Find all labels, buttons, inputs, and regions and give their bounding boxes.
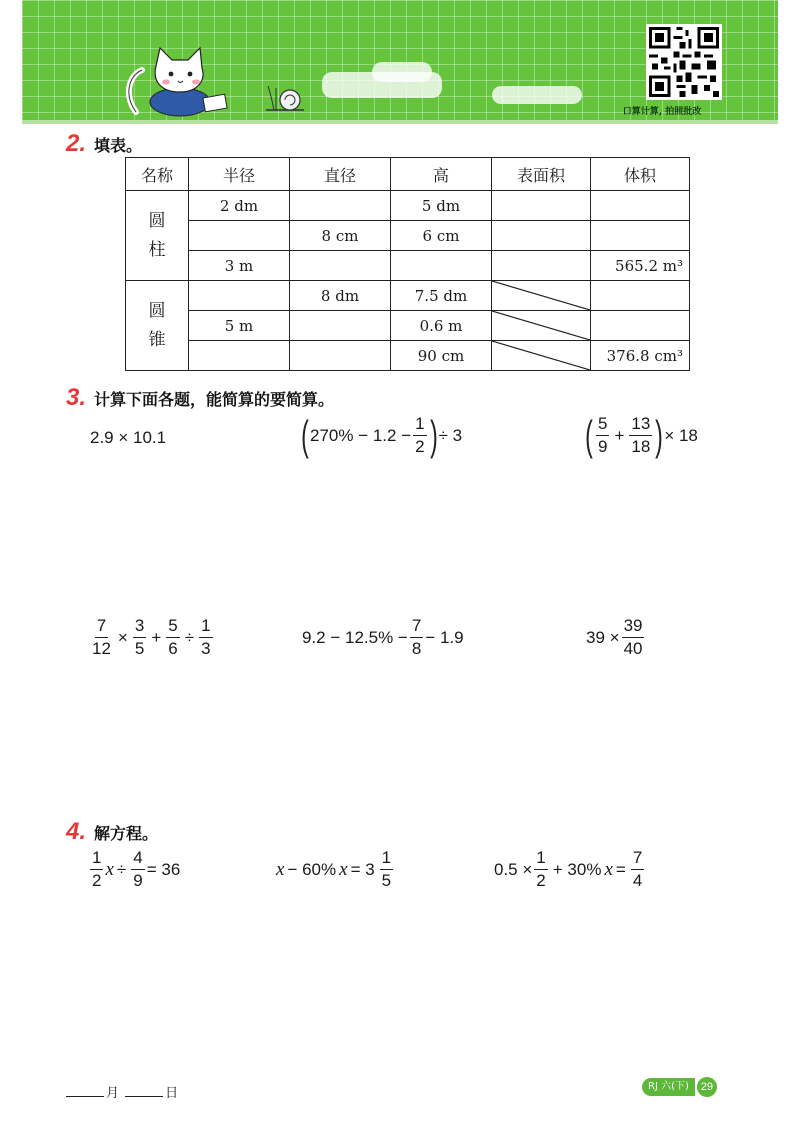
expression-text: = 36 [146, 859, 181, 879]
expression-text: − 60% [287, 859, 337, 879]
question-4-heading [66, 818, 158, 846]
numerator: 1 [199, 616, 212, 638]
fraction [133, 616, 146, 659]
table-cell[interactable]: 5 dm [391, 191, 492, 221]
equation-3 [494, 848, 646, 891]
row-label-cylinder: 圆柱 [126, 191, 189, 281]
fraction [534, 848, 547, 891]
table-cell[interactable] [591, 311, 690, 341]
column-header: 半径 [189, 158, 290, 191]
numerator: 13 [629, 414, 652, 436]
column-header: 体积 [591, 158, 690, 191]
denominator: 3 [201, 639, 211, 658]
expression-text: 270% − 1.2 − [310, 425, 412, 445]
day-blank[interactable] [125, 1096, 163, 1097]
fraction [199, 616, 212, 659]
variable-x: x [339, 858, 348, 880]
cloud-decoration [492, 86, 582, 104]
left-paren: ( [585, 411, 593, 459]
expression-text: = 3 [350, 859, 375, 879]
fraction [622, 616, 645, 659]
numerator: 7 [410, 616, 423, 638]
question-title: 计算下面各题，能简算的要简算。 [94, 390, 335, 409]
numerator: 1 [534, 848, 547, 870]
denominator: 9 [133, 871, 143, 890]
denominator: 12 [92, 639, 111, 658]
table-cell[interactable] [391, 251, 492, 281]
table-cell[interactable] [492, 251, 591, 281]
numerator: 1 [413, 414, 426, 436]
denominator: 40 [623, 639, 643, 658]
table-cell[interactable]: 3 m [189, 251, 290, 281]
fraction [166, 616, 179, 659]
table-cell[interactable]: 376.8 cm³ [591, 341, 690, 371]
fraction [596, 414, 609, 457]
table-cell[interactable] [189, 341, 290, 371]
table-cell[interactable] [492, 221, 591, 251]
expression-text: 2.9 × 10.1 [90, 428, 167, 447]
equation-2 [276, 848, 395, 891]
crossed-out-cell [492, 311, 591, 341]
variable-x: x [276, 858, 285, 880]
numerator: 39 [622, 616, 645, 638]
column-header: 高 [391, 158, 492, 191]
table-row [126, 341, 690, 371]
fraction [413, 414, 426, 457]
table-cell[interactable]: 565.2 m³ [591, 251, 690, 281]
expression-text: − 1.9 [425, 627, 464, 647]
fraction [631, 848, 644, 891]
denominator: 2 [92, 871, 102, 890]
right-paren: ) [655, 411, 664, 459]
table-row [126, 311, 690, 341]
operator: ÷ [184, 627, 195, 647]
table-cell[interactable] [189, 221, 290, 251]
question-title: 解方程。 [94, 824, 159, 843]
row-label-cone: 圆锥 [126, 281, 189, 371]
operator: + [614, 425, 625, 445]
operator: ÷ [116, 859, 127, 879]
expression-2 [300, 411, 463, 459]
numerator: 5 [596, 414, 609, 436]
month-label: 月 [106, 1086, 120, 1101]
snail-icon [264, 82, 310, 114]
table-cell[interactable] [492, 191, 591, 221]
qr-code[interactable] [646, 24, 722, 100]
table-cell[interactable]: 90 cm [391, 341, 492, 371]
table-cell[interactable] [591, 221, 690, 251]
operator: + [151, 627, 162, 647]
operator: = [615, 859, 626, 879]
expression-5 [302, 616, 464, 659]
edition-badge: RJ 六(下) [642, 1078, 695, 1096]
numerator: 1 [90, 848, 103, 870]
numerator: 4 [131, 848, 144, 870]
column-header: 直径 [290, 158, 391, 191]
question-title: 填表。 [94, 136, 143, 155]
denominator: 9 [598, 437, 608, 456]
header-banner [22, 0, 778, 124]
numerator: 5 [166, 616, 179, 638]
table-row [126, 191, 690, 221]
table-row [126, 251, 690, 281]
qr-caption: 口算计算, 拍照批改 [622, 107, 702, 117]
expression-text: 39 × [586, 627, 620, 647]
table-cell[interactable]: 8 cm [290, 221, 391, 251]
variable-x: x [105, 858, 114, 880]
left-paren: ( [301, 411, 309, 459]
table-row [126, 221, 690, 251]
table-cell[interactable]: 6 cm [391, 221, 492, 251]
denominator: 2 [415, 437, 425, 456]
cat-mascot-icon [122, 36, 232, 118]
denominator: 5 [134, 639, 145, 658]
denominator: 8 [411, 639, 422, 658]
table-header-row [126, 158, 690, 191]
expression-1 [90, 428, 166, 448]
fraction [629, 414, 652, 457]
denominator: 2 [536, 871, 546, 890]
table-cell[interactable] [591, 281, 690, 311]
denominator: 4 [632, 871, 643, 890]
expression-text: 0.5 × [494, 859, 533, 879]
question-number: 3. [66, 384, 87, 411]
table-row [126, 281, 690, 311]
fraction [410, 616, 423, 659]
crossed-out-cell [492, 281, 591, 311]
expression-text: + 30% [552, 859, 602, 879]
denominator: 18 [631, 437, 651, 456]
question-3-heading [66, 384, 334, 412]
fill-in-table [125, 157, 690, 371]
expression-4 [88, 616, 215, 659]
question-number: 4. [66, 818, 87, 845]
table-cell[interactable]: 8 dm [290, 281, 391, 311]
day-label: 日 [165, 1086, 179, 1101]
question-number: 2. [66, 130, 87, 157]
date-field [64, 1082, 178, 1101]
page-tag [642, 1077, 717, 1097]
expression-text: 9.2 − 12.5% − [302, 627, 408, 647]
numerator: 3 [133, 616, 146, 638]
fraction [90, 848, 103, 891]
cloud-decoration [372, 62, 432, 82]
expression-text: × 18 [664, 425, 698, 445]
right-paren: ) [429, 411, 438, 459]
question-2-heading [66, 130, 142, 158]
table-cell[interactable] [591, 191, 690, 221]
equation-1 [88, 848, 180, 891]
table-cell[interactable]: 0.6 m [391, 311, 492, 341]
numerator: 7 [95, 616, 108, 638]
table-cell[interactable] [290, 191, 391, 221]
denominator: 5 [381, 871, 392, 890]
column-header: 表面积 [492, 158, 591, 191]
table-cell[interactable]: 2 dm [189, 191, 290, 221]
operator: × [117, 627, 128, 647]
column-header: 名称 [126, 158, 189, 191]
variable-x: x [604, 858, 613, 880]
table-cell[interactable] [290, 311, 391, 341]
table-cell[interactable]: 5 m [189, 311, 290, 341]
table-cell[interactable] [189, 281, 290, 311]
crossed-out-cell [492, 341, 591, 371]
denominator: 6 [168, 639, 178, 658]
fraction [131, 848, 144, 891]
numerator: 7 [631, 848, 644, 870]
expression-6 [586, 616, 646, 659]
fraction [90, 616, 113, 659]
expression-text: ÷ 3 [438, 425, 463, 445]
table-cell[interactable] [290, 251, 391, 281]
fraction [380, 848, 393, 891]
table-cell[interactable] [290, 341, 391, 371]
table-cell[interactable]: 7.5 dm [391, 281, 492, 311]
expression-3 [584, 411, 698, 459]
month-blank[interactable] [66, 1096, 104, 1097]
page-number: 29 [697, 1077, 717, 1097]
numerator: 1 [380, 848, 393, 870]
